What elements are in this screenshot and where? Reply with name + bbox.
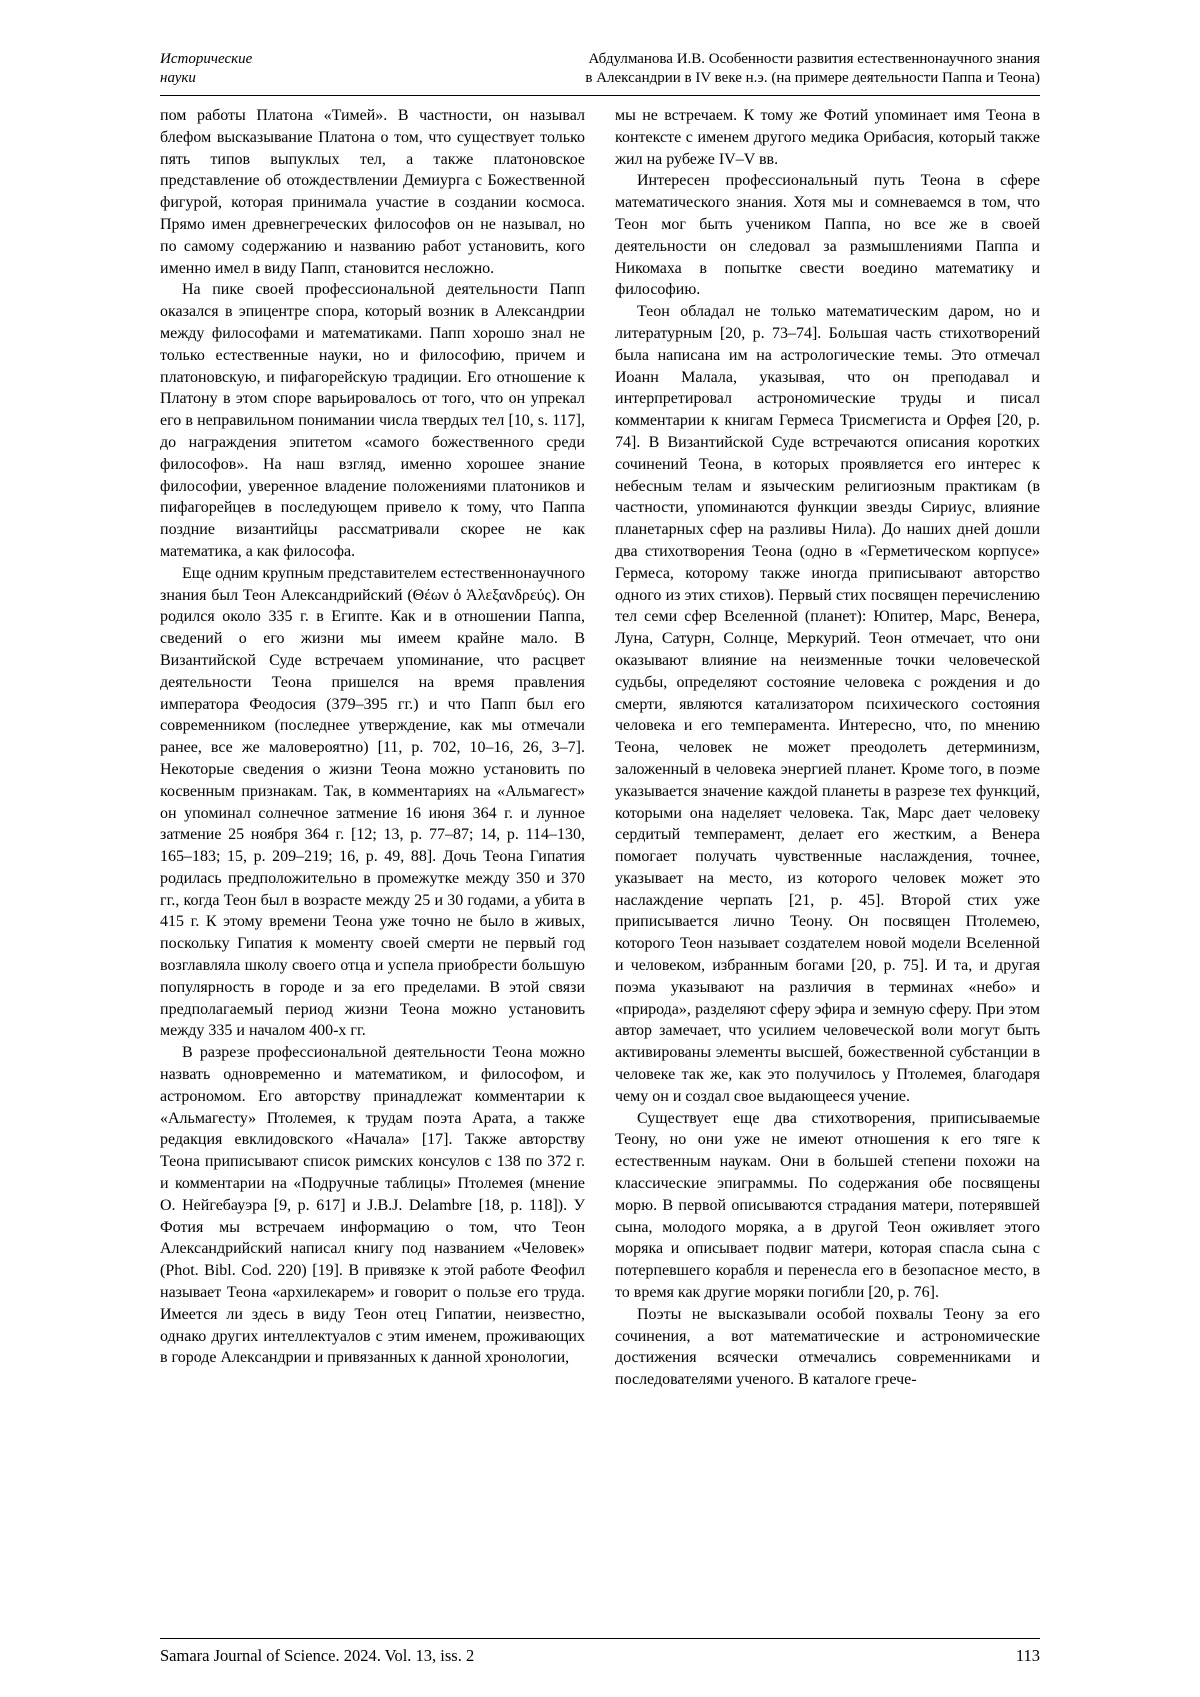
header-divider: [160, 95, 1040, 96]
left-column: [160, 105, 585, 1638]
section-label-line2: науки: [160, 70, 196, 86]
journal-citation: Samara Journal of Science. 2024. Vol. 13, iss. 2: [160, 1646, 475, 1665]
page-number: 113: [1015, 1646, 1040, 1665]
paragraph: На пике своей профессиональной деятельности Папп оказался в эпицентре спора, который возник в Александрии между философами и математиками. Папп хорошо знал не только естественные науки, но и философию, причем и платоновскую, и пифагорейскую традиции. Его отношение к Платону в этом споре варьировалось от того, что он упрекал его в неправильном понимании числа твердых тел [10, s. 117], до награждения эпитетом «самого божественного среди философов». На наш взгляд, именно хорошее знание философии, уверенное владение положениями платоников и пифагорейцев в последующем привело к тому, что Паппа поздние византийцы рассматривали скорее не как математика, а как философа.: [160, 281, 585, 560]
page-footer: [160, 1638, 1040, 1667]
paragraph: мы не встречаем. К тому же Фотий упоминает имя Теона в контексте с именем другого медика Орибасия, который также жил на рубеже IV–V вв.: [615, 107, 1040, 168]
article-body: [160, 105, 1040, 1638]
running-title-line2: в Александрии в IV веке н.э. (на примере деятельности Паппа и Теона): [585, 70, 1040, 86]
right-column: [615, 105, 1040, 1638]
paragraph: Поэты не высказывали особой похвалы Теону за его сочинения, а вот математические и астрономические достижения всячески отмечались современниками и последователями ученого. В каталоге грече-: [615, 1305, 1040, 1389]
section-label-line1: Исторические: [160, 51, 253, 67]
running-title: [585, 50, 1040, 88]
section-label: [160, 50, 252, 88]
paragraph: Еще одним крупным представителем естественнонаучного знания был Теон Александрийский (Θέων ὁ Ἀλεξανδρεύς). Он родился около 335 г. в Египте. Как и в отношении Паппа, сведений о его жизни мы имеем крайне мало. В Византийской Суде встречаем упоминание, что расцвет деятельности Теона пришелся на время правления императора Феодосия (379–395 гг.) и что Папп был его современником (последнее утверждение, как мы отмечали ранее, все же маловероятно) [11, p. 702, 10–16, 26, 3–7]. Некоторые сведения о жизни Теона можно установить по косвенным признакам. Так, в комментариях на «Альмагест» он упоминал солнечное затмение 16 июня 364 г. и лунное затмение 25 ноября 364 г. [12; 13, p. 77–87; 14, p. 114–130, 165–183; 15, p. 209–219; 16, p. 49, 88]. Дочь Теона Гипатия родилась предположительно в промежутке между 350 и 370 гг., когда Теон был в возрасте между 25 и 30 годами, а убита в 415 г. К этому времени Теона уже точно не было в живых, поскольку Гипатия к моменту своей смерти не первый год возглавляла школу своего отца и успела приобрести большую популярность в городе и за его пределами. В этой связи предполагаемый период жизни Теона можно установить между 335 и началом 400-х гг.: [160, 564, 585, 1040]
paragraph: пом работы Платона «Тимей». В частности, он называл блефом высказывание Платона о том, что существует только пять типов выпуклых тел, а также платоновское представление об отождествлении Демиурга с Божественной фигурой, которая принимала участие в создании космоса. Прямо имен древнегреческих философов он не называл, но по самому содержанию и названию работ установить, кого именно имел в виду Папп, становится несложно.: [160, 107, 585, 277]
paragraph: Интересен профессиональный путь Теона в сфере математического знания. Хотя мы и сомневаемся в том, что Теон мог быть учеником Паппа, но все же в своей деятельности он следовал за размышлениями Паппа и Никомаха в попытке свести воедино математику и философию.: [615, 172, 1040, 299]
page-header: [160, 50, 1040, 95]
paragraph: В разрезе профессиональной деятельности Теона можно назвать одновременно и математиком, и философом, и астрономом. Его авторству принадлежат комментарии к «Альмагесту» Птолемея, к трудам поэта Арата, а также редакция евклидовского «Начала» [17]. Также авторству Теона приписывают список римских консулов с 138 по 372 г. и комментарии на «Подручные таблицы» Птолемея (мнение О. Нейгебауэра [9, p. 617] и J.B.J. Delambre [18, p. 118]). У Фотия мы встречаем информацию о том, что Теон Александрийский написал книгу под названием «Человек» (Phot. Bibl. Cod. 220) [19]. В привязке к этой работе Феофил называет Теона «архилекарем» и говорит о пользе его труда. Имеется ли здесь в виду Теон отец Гипатии, неизвестно, однако других интеллектуалов с этим именем, проживающих в городе Александрии и привязанных к данной хронологии,: [160, 1044, 585, 1367]
paragraph: Существует еще два стихотворения, приписываемые Теону, но они уже не имеют отношения к его тяге к естественным наукам. Они в большей степени похожи на классические эпиграммы. По содержания обе посвящены морю. В первой описываются страдания матери, потерявшей сына, молодого моряка, а в другой Теон оживляет этого моряка и описывает подвиг матери, которая спасла сына с потерпевшего корабля и перенесла его в безопасное место, в то время как другие моряки погибли [20, p. 76].: [615, 1109, 1040, 1302]
running-title-line1: Абдулманова И.В. Особенности развития естественнонаучного знания: [588, 51, 1040, 67]
paragraph: Теон обладал не только математическим даром, но и литературным [20, p. 73–74]. Большая часть стихотворений была написана им на астрологические темы. Это отмечал Иоанн Малала, указывая, что он преподавал и интерпретировал астрономические труды и писал комментарии к книгам Гермеса Трисмегиста и Орфея [20, p. 74]. В Византийской Суде встречаются описания коротких сочинений Теона, в которых проявляется его интерес к небесным телам и языческим религиозным практикам (в частности, упоминаются функции звезды Сириус, влияние планетарных сфер на разливы Нила). До наших дней дошли два стихотворения Теона (одно в «Герметическом корпусе» Гермеса, которому также иногда приписывают авторство одного из этих стихов). Первый стих посвящен перечислению тел семи сфер Вселенной (планет): Юпитер, Марс, Венера, Луна, Сатурн, Солнце, Меркурий. Теон отмечает, что они оказывают влияние на неизменные точки человеческой судьбы, определяют состояние человека с рождения и до смерти, являются катализатором психического состояния человека и его темперамента. Интересно, что, по мнению Теона, человек не может преодолеть детерминизм, заложенный в человека энергией планет. Кроме того, в поэме указывается значение каждой планеты в разрезе тех функций, которыми она наделяет человека. Так, Марс дает человеку сердитый темперамент, делает его жестким, а Венера помогает получать чувственные наслаждения, точнее, указывает на место, из которого человек может это наслаждение черпать [21, p. 45]. Второй стих уже приписывается лично Теону. Он посвящен Птолемею, которого Теон называет создателем новой модели Вселенной и человеком, избранным богами [20, p. 75]. И та, и другая поэма указывают на различия в терминах «небо» и «природа», разделяют сферу эфира и земную сферу. При этом автор замечает, что усилием человеческой воли могут быть активированы элементы высшей, божественной субстанции в человеке так же, как это получилось у Птолемея, благодаря чему он и создал свое выдающееся учение.: [615, 303, 1040, 1105]
